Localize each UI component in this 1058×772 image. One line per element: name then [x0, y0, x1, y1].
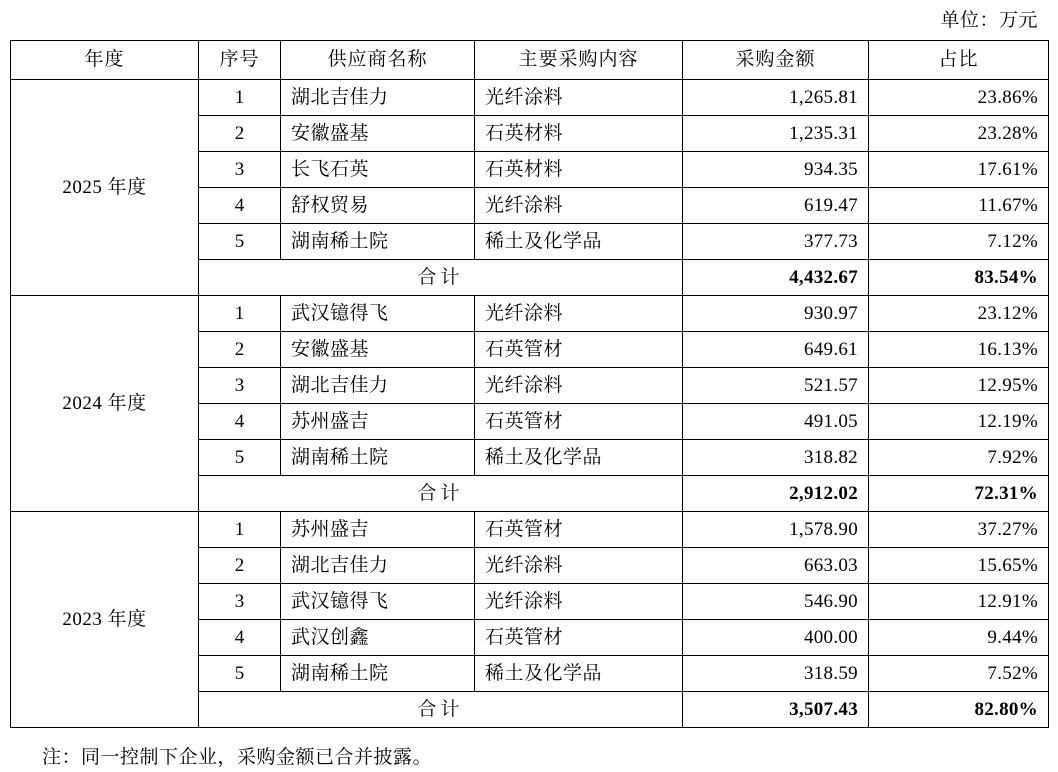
table-row	[11, 80, 1049, 116]
index-cell: 3	[199, 368, 281, 404]
amount-cell: 377.73	[683, 224, 869, 260]
index-cell: 5	[199, 440, 281, 476]
amount-cell: 649.61	[683, 332, 869, 368]
supplier-cell: 湖北吉佳力	[281, 368, 475, 404]
total-label: 合计	[199, 260, 683, 296]
index-cell: 5	[199, 656, 281, 692]
index-cell: 2	[199, 116, 281, 152]
amount-cell: 318.82	[683, 440, 869, 476]
share-cell: 9.44%	[869, 620, 1049, 656]
supplier-cell: 武汉镱得飞	[281, 296, 475, 332]
share-cell: 7.92%	[869, 440, 1049, 476]
index-cell: 1	[199, 80, 281, 116]
content-cell: 石英管材	[475, 404, 683, 440]
amount-cell: 930.97	[683, 296, 869, 332]
supplier-cell: 湖南稀土院	[281, 224, 475, 260]
share-cell: 12.19%	[869, 404, 1049, 440]
year-cell: 2023 年度	[11, 512, 199, 728]
supplier-cell: 舒权贸易	[281, 188, 475, 224]
unit-label: 单位：万元	[940, 10, 1038, 31]
index-cell: 1	[199, 512, 281, 548]
amount-cell: 1,265.81	[683, 80, 869, 116]
content-cell: 光纤涂料	[475, 584, 683, 620]
content-cell: 光纤涂料	[475, 548, 683, 584]
amount-cell: 934.35	[683, 152, 869, 188]
share-cell: 12.95%	[869, 368, 1049, 404]
amount-cell: 663.03	[683, 548, 869, 584]
column-header-index: 序号	[199, 41, 281, 80]
content-cell: 光纤涂料	[475, 296, 683, 332]
supplier-cell: 安徽盛基	[281, 116, 475, 152]
supplier-cell: 武汉创鑫	[281, 620, 475, 656]
table-row	[11, 296, 1049, 332]
content-cell: 光纤涂料	[475, 368, 683, 404]
year-cell: 2025 年度	[11, 80, 199, 296]
share-cell: 23.28%	[869, 116, 1049, 152]
index-cell: 2	[199, 548, 281, 584]
index-cell: 4	[199, 620, 281, 656]
share-cell: 12.91%	[869, 584, 1049, 620]
index-cell: 3	[199, 152, 281, 188]
supplier-cell: 安徽盛基	[281, 332, 475, 368]
index-cell: 4	[199, 404, 281, 440]
table-header	[11, 41, 1049, 80]
content-cell: 光纤涂料	[475, 80, 683, 116]
share-cell: 23.12%	[869, 296, 1049, 332]
index-cell: 2	[199, 332, 281, 368]
share-cell: 37.27%	[869, 512, 1049, 548]
content-cell: 石英管材	[475, 332, 683, 368]
column-header-share: 占比	[869, 41, 1049, 80]
amount-cell: 521.57	[683, 368, 869, 404]
content-cell: 稀土及化学品	[475, 656, 683, 692]
supplier-cell: 湖南稀土院	[281, 656, 475, 692]
supplier-cell: 武汉镱得飞	[281, 584, 475, 620]
table-note: 注：同一控制下企业，采购金额已合并披露。	[42, 747, 433, 768]
supplier-cell: 湖北吉佳力	[281, 548, 475, 584]
content-cell: 石英材料	[475, 152, 683, 188]
content-cell: 石英管材	[475, 620, 683, 656]
content-cell: 稀土及化学品	[475, 440, 683, 476]
index-cell: 4	[199, 188, 281, 224]
total-share-cell: 72.31%	[869, 476, 1049, 512]
column-header-year: 年度	[11, 41, 199, 80]
share-cell: 11.67%	[869, 188, 1049, 224]
index-cell: 1	[199, 296, 281, 332]
year-cell: 2024 年度	[11, 296, 199, 512]
content-cell: 石英管材	[475, 512, 683, 548]
amount-cell: 619.47	[683, 188, 869, 224]
table-row	[11, 512, 1049, 548]
top-suppliers-table	[10, 40, 1049, 728]
table-body	[11, 80, 1049, 728]
total-amount-cell: 4,432.67	[683, 260, 869, 296]
column-header-amount: 采购金额	[683, 41, 869, 80]
table-header-row	[11, 41, 1049, 80]
supplier-cell: 苏州盛吉	[281, 512, 475, 548]
share-cell: 23.86%	[869, 80, 1049, 116]
amount-cell: 491.05	[683, 404, 869, 440]
supplier-cell: 苏州盛吉	[281, 404, 475, 440]
total-share-cell: 82.80%	[869, 692, 1049, 728]
amount-cell: 318.59	[683, 656, 869, 692]
amount-cell: 1,578.90	[683, 512, 869, 548]
total-amount-cell: 3,507.43	[683, 692, 869, 728]
column-header-supplier: 供应商名称	[281, 41, 475, 80]
total-share-cell: 83.54%	[869, 260, 1049, 296]
index-cell: 5	[199, 224, 281, 260]
content-cell: 石英材料	[475, 116, 683, 152]
share-cell: 7.52%	[869, 656, 1049, 692]
column-header-content: 主要采购内容	[475, 41, 683, 80]
index-cell: 3	[199, 584, 281, 620]
share-cell: 15.65%	[869, 548, 1049, 584]
share-cell: 7.12%	[869, 224, 1049, 260]
supplier-cell: 湖北吉佳力	[281, 80, 475, 116]
amount-cell: 546.90	[683, 584, 869, 620]
amount-cell: 400.00	[683, 620, 869, 656]
share-cell: 16.13%	[869, 332, 1049, 368]
content-cell: 稀土及化学品	[475, 224, 683, 260]
total-amount-cell: 2,912.02	[683, 476, 869, 512]
share-cell: 17.61%	[869, 152, 1049, 188]
supplier-cell: 湖南稀土院	[281, 440, 475, 476]
content-cell: 光纤涂料	[475, 188, 683, 224]
total-label: 合计	[199, 692, 683, 728]
total-label: 合计	[199, 476, 683, 512]
amount-cell: 1,235.31	[683, 116, 869, 152]
supplier-cell: 长飞石英	[281, 152, 475, 188]
